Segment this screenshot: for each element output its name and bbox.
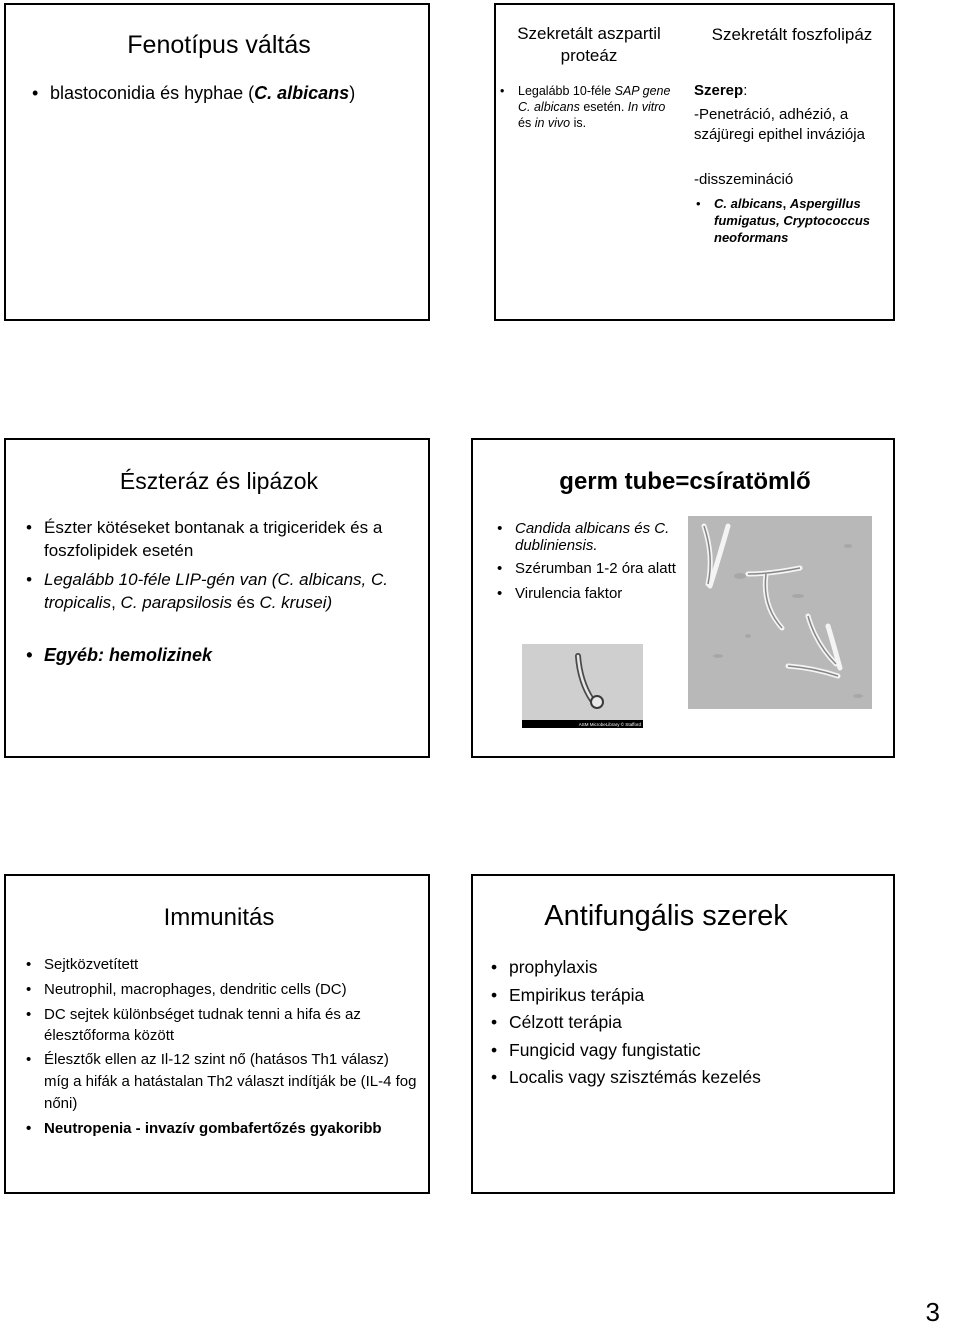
list-item: • Virulencia faktor bbox=[497, 585, 682, 602]
slide-szekretalt bbox=[494, 3, 895, 321]
slide-fenotipus bbox=[4, 3, 430, 321]
image-caption: ASM MicrobeLibrary © Stafford bbox=[578, 722, 641, 727]
list-item: • Sejtközvetített bbox=[26, 954, 418, 975]
slide-immunitas bbox=[4, 874, 430, 1194]
list-item: • Élesztők ellen az Il-12 szint nő (hatásos Th1 válasz) míg a hifák a hatástalan Th2 választ indítják be (IL-4 fog nőni) bbox=[26, 1049, 418, 1115]
slide-title: Fenotípus váltás bbox=[127, 31, 311, 59]
role-label: Szerep: bbox=[694, 82, 748, 99]
role-line-2: -disszemináció bbox=[694, 171, 794, 188]
protease-list bbox=[500, 83, 680, 131]
list-item: • Szérumban 1-2 óra alatt bbox=[497, 560, 682, 577]
slide-title: Észteráz és lipázok bbox=[119, 468, 319, 494]
phospholipase-list bbox=[696, 195, 886, 246]
list-item: • Candida albicans és C. dubliniensis. bbox=[497, 520, 682, 554]
list-item: • Legalább 10-féle LIP-gén van (C. albicans, C. tropicalis, C. parapsilosis és C. krusei) bbox=[26, 568, 421, 614]
list-item: • Észter kötéseket bontanak a trigiceridek és a foszfolipidek esetén bbox=[26, 516, 421, 562]
micrograph-germ-tubes bbox=[688, 516, 872, 709]
list-item: • Célzott terápia bbox=[491, 1009, 881, 1037]
role-line-1: -Penetráció, adhézió, a szájüregi epithel inváziója bbox=[694, 106, 865, 143]
list-item: • Fungicid vagy fungistatic bbox=[491, 1037, 881, 1065]
list-item: • prophylaxis bbox=[491, 954, 881, 982]
bullet-list-extra bbox=[26, 645, 421, 666]
micrograph-single-germ-tube bbox=[522, 644, 643, 728]
phospholipase-title: Szekretált foszfolipáz bbox=[711, 25, 873, 44]
slide-title: germ tube=csíratömlő bbox=[559, 468, 811, 495]
slide-title: Immunitás bbox=[163, 904, 275, 931]
bullet-list bbox=[32, 83, 422, 104]
list-item: • DC sejtek különbséget tudnak tenni a hifa és az élesztőforma között bbox=[26, 1004, 418, 1046]
list-item: • C. albicans, Aspergillus fumigatus, Cryptococcus neoformans bbox=[696, 195, 886, 246]
list-item: • Neutrophil, macrophages, dendritic cells (DC) bbox=[26, 979, 418, 1000]
protease-title: Szekretált aszpartil proteáz bbox=[517, 24, 661, 65]
slide-antifungalis bbox=[471, 874, 895, 1194]
bullet-list bbox=[26, 516, 421, 614]
bullet-list bbox=[491, 954, 881, 1092]
list-item: • Neutropenia - invazív gombafertőzés gyakoribb bbox=[26, 1118, 418, 1139]
slide-eszteraz bbox=[4, 438, 430, 758]
page-number: 3 bbox=[925, 1297, 940, 1327]
slide-germ-tube bbox=[471, 438, 895, 758]
list-item: • Egyéb: hemolizinek bbox=[26, 645, 421, 666]
bullet-list bbox=[26, 954, 418, 1139]
list-item: • Legalább 10-féle SAP gene C. albicans esetén. In vitro és in vivo is. bbox=[500, 83, 680, 131]
list-item: • blastoconidia és hyphae (C. albicans) bbox=[32, 83, 422, 104]
list-item: • Empirikus terápia bbox=[491, 982, 881, 1010]
slide-title: Antifungális szerek bbox=[544, 900, 788, 932]
bullet-list bbox=[497, 520, 682, 602]
list-item: • Localis vagy szisztémás kezelés bbox=[491, 1064, 881, 1092]
